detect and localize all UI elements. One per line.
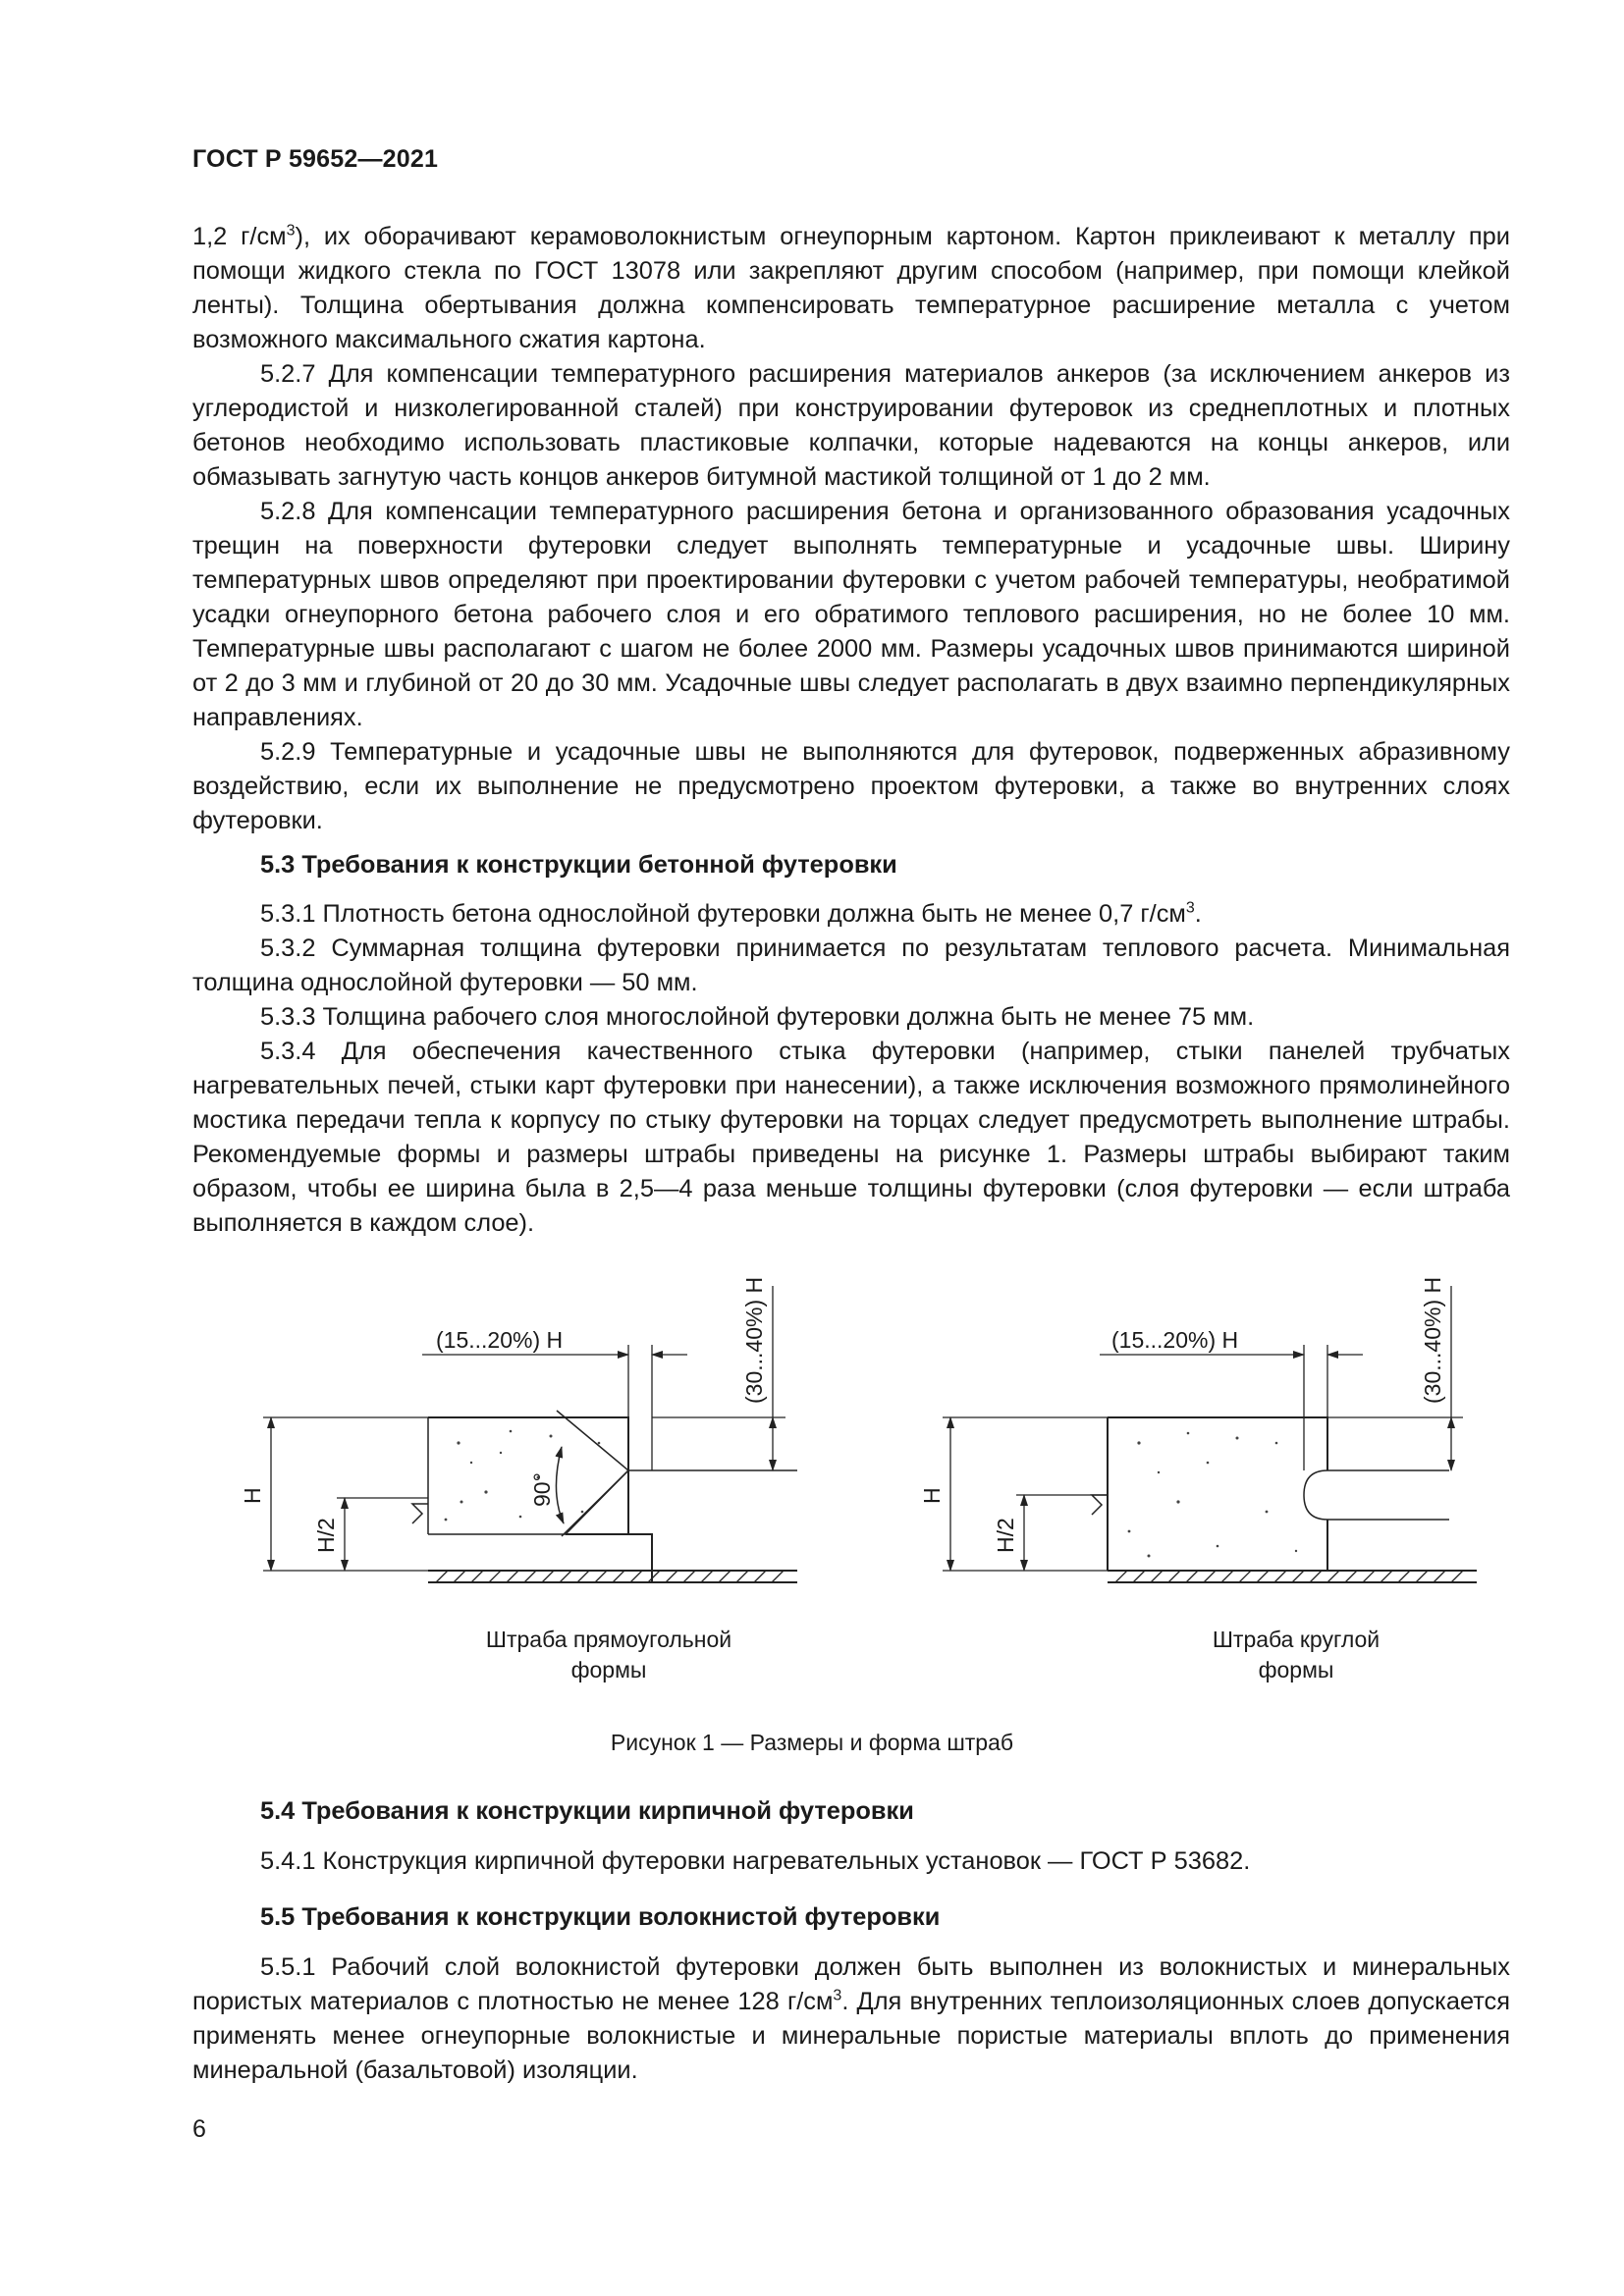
- figure-caption: Рисунок 1 — Размеры и форма штраб: [610, 1730, 1014, 1755]
- left-angle-arc: [556, 1447, 564, 1523]
- section-5-3: [192, 848, 1510, 1241]
- section-5-4: [192, 1794, 1510, 1879]
- paragraph-5-2-9: 5.2.9 Температурные и усадочные швы не выполняются для футеровок, подверженных абразивному воздействию, если их выполнение не предусмотрено проектом футеровки, а также во внутренних слоях футеровки.: [192, 738, 1510, 834]
- right-round-groove: [1304, 1470, 1449, 1520]
- paragraph-5-2-7: 5.2.7 Для компенсации температурного расширения материалов анкеров (за исключением анкеров из углеродистой и низколегированной сталей) при конструировании футеровок из среднеплотных и плотных бетонов необходимо использовать пластиковые колпачки, которые надеваются на концы анкеров, или обмазывать загнутую часть концов анкеров битумной мастикой толщиной от 1 до 2 мм.: [192, 360, 1510, 491]
- left-shrink-seam: [412, 1504, 428, 1523]
- left-block: [428, 1417, 628, 1534]
- right-concrete-texture: [1128, 1432, 1298, 1558]
- left-v-groove: [628, 1470, 797, 1534]
- paragraph-5-3-1: 5.3.1 Плотность бетона однослойной футеровки должна быть не менее 0,7 $г/см^3$.: [260, 899, 1202, 928]
- right-h-label: H: [919, 1487, 945, 1504]
- paragraph-5-3-4: 5.3.4 Для обеспечения качественного стыка футеровки (например, стыки панелей трубчатых нагревательных печей, стыки карт футеровки при нанесении), а также исключения возможного прямолинейного мостика передачи тепла к корпусу по стыку футеровки на торцах следует предусмотреть выполнение штрабы. Рекомендуемые формы и размеры штрабы приведены на рисунке 1. Размеры штрабы выбирают таким образом, чтобы ее ширина была в 2,5—4 раза меньше толщины футеровки (слоя футеровки — если штраба выполняется в каждом слое).: [192, 1038, 1510, 1237]
- right-figure-caption: Штраба круглой формы: [1212, 1627, 1380, 1682]
- angle-label: 90°: [529, 1472, 555, 1507]
- left-depth-label: (30...40%) H: [741, 1276, 767, 1404]
- left-groove-lines: [557, 1411, 628, 1536]
- left-width-label: (15...20%) H: [436, 1327, 564, 1353]
- right-hatching: [1115, 1571, 1463, 1582]
- paragraph-5-3-2: 5.3.2 Суммарная толщина футеровки принимается по результатам теплового расчета. Минимальная толщина однослойной футеровки — 50 мм.: [192, 934, 1510, 996]
- heading-5-5: 5.5 Требования к конструкции волокнистой футеровки: [260, 1903, 941, 1931]
- right-shrink-seam: [1092, 1495, 1108, 1515]
- left-concrete-texture: [445, 1430, 601, 1522]
- left-h-label: H: [240, 1487, 265, 1504]
- paragraph-5-4-1: 5.4.1 Конструкция кирпичной футеровки нагревательных установок — ГОСТ Р 53682.: [260, 1847, 1251, 1875]
- page-number: 6: [192, 2115, 206, 2143]
- left-lining-outline: [428, 1417, 797, 1582]
- heading-5-3: 5.3 Требования к конструкции бетонной футеровки: [260, 851, 897, 879]
- left-figure-caption: Штраба прямоугольной формы: [485, 1627, 732, 1682]
- paragraph-5-5-1: 5.5.1 Рабочий слой волокнистой футеровки должен быть выполнен из волокнистых и минеральных пористых материалов с плотностью не менее 128 $г/см^3$. Для внутренних теплоизоляционных слоев допускается применять менее огнеупорные волокнистые и минеральные пористые материалы вплоть до применения минеральной (базальтовой) изоляции.: [192, 1953, 1511, 2084]
- right-width-label: (15...20%) H: [1111, 1327, 1239, 1353]
- superscript: 3: [286, 222, 296, 240]
- right-block-outline: [1108, 1417, 1327, 1571]
- heading-5-4: 5.4 Требования к конструкции кирпичной футеровки: [260, 1797, 914, 1825]
- left-half-label: H/2: [313, 1518, 339, 1553]
- text-block-top: [192, 220, 1510, 838]
- paragraph-5-3-3: 5.3.3 Толщина рабочего слоя многослойной футеровки должна быть не менее 75 мм.: [260, 1003, 1255, 1031]
- right-half-label: H/2: [993, 1518, 1018, 1553]
- document-header: ГОСТ Р 59652—2021: [192, 145, 439, 173]
- left-hatching: [436, 1571, 784, 1582]
- section-5-5: [192, 1900, 1510, 2088]
- paragraph-continuation: 1,2 $г/см^3$), их оборачивают керамоволокнистым огнеупорным картоном. Картон приклеивают к металлу при помощи жидкого стекла по ГОСТ 13078 или закрепляют другим способом (например, при помощи клейкой ленты). Толщина обертывания должна компенсировать температурное расширение металла с учетом возможного максимального сжатия картона.: [192, 222, 1510, 353]
- right-depth-label: (30...40%) H: [1420, 1276, 1445, 1404]
- paragraph-5-2-8: 5.2.8 Для компенсации температурного расширения бетона и организованного образования усадочных трещин на поверхности футеровки следует выполнять температурные и усадочные швы. Ширину температурных швов определяют при проектировании футеровки с учетом рабочей температуры, необратимой усадки огнеупорного бетона рабочего слоя и его обратимого теплового расширения, но не более 10 мм. Температурные швы располагают с шагом не более 2000 мм. Размеры усадочных швов принимаются шириной от 2 до 3 мм и глубиной от 20 до 30 мм. Усадочные швы следует располагать в двух взаимно перпендикулярных направлениях.: [192, 498, 1510, 731]
